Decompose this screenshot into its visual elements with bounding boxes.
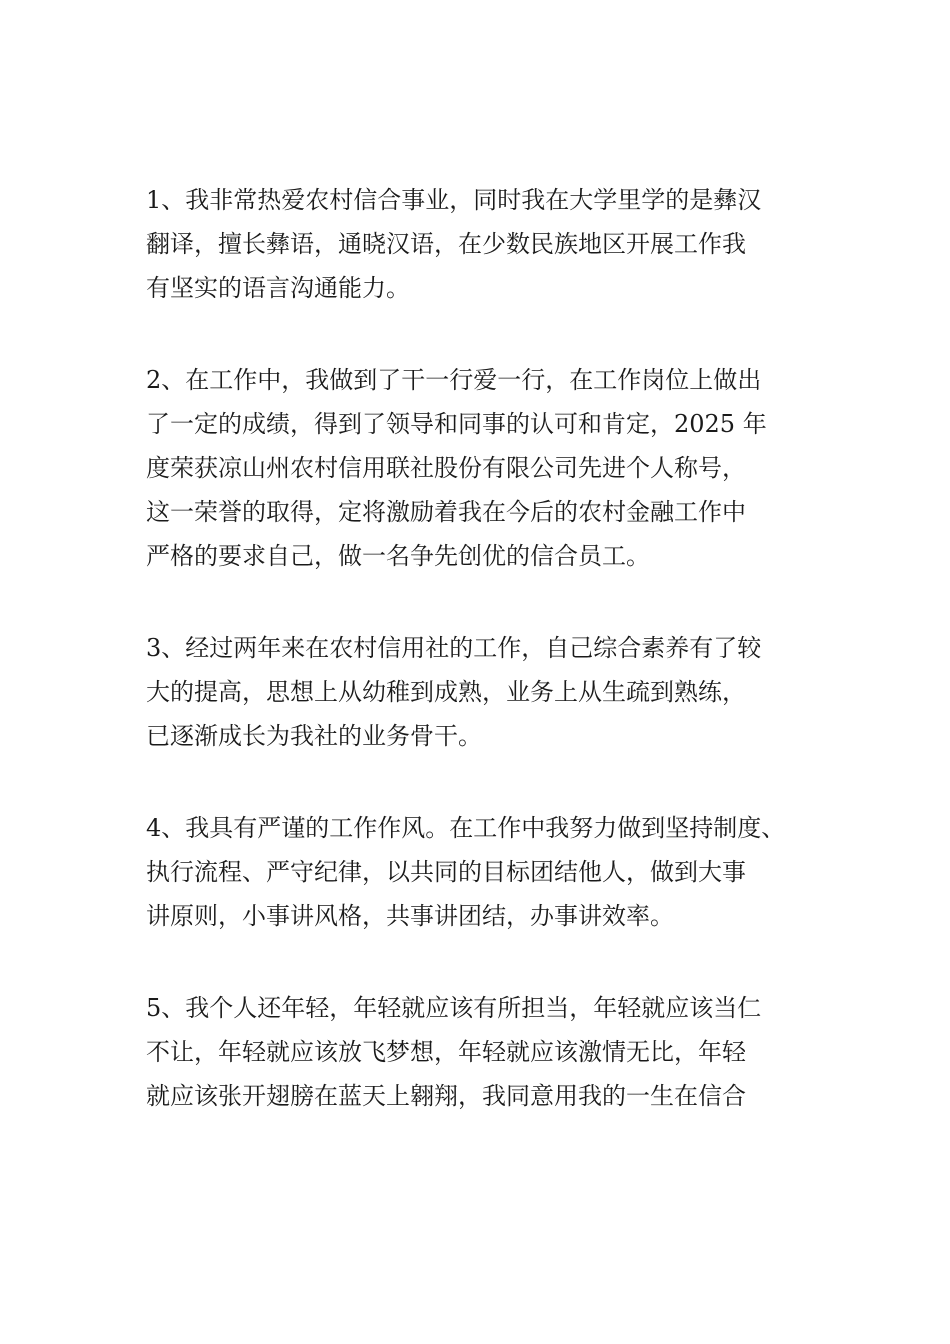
paragraph-line: 了一定的成绩，得到了领导和同事的认可和肯定，2025 年: [146, 410, 767, 438]
paragraph-line: 度荣获凉山州农村信用联社股份有限公司先进个人称号，: [146, 454, 746, 482]
paragraph-line: 5、我个人还年轻，年轻就应该有所担当，年轻就应该当仁: [146, 994, 762, 1022]
paragraph-line: 就应该张开翅膀在蓝天上翱翔，我同意用我的一生在信合: [146, 1082, 746, 1110]
paragraph-line: 讲原则，小事讲风格，共事讲团结，办事讲效率。: [146, 902, 674, 930]
paragraph-2: [146, 358, 826, 578]
paragraph-line: 已逐渐成长为我社的业务骨干。: [146, 722, 482, 750]
paragraph-line: 不让，年轻就应该放飞梦想，年轻就应该激情无比，年轻: [146, 1038, 746, 1066]
paragraph-line: 执行流程、严守纪律，以共同的目标团结他人，做到大事: [146, 858, 746, 886]
paragraph-line: 3、经过两年来在农村信用社的工作，自己综合素养有了较: [146, 634, 762, 662]
paragraph-5: [146, 986, 826, 1118]
paragraph-line: 翻译，擅长彝语，通晓汉语，在少数民族地区开展工作我: [146, 230, 746, 258]
paragraph-1: [146, 178, 826, 310]
document-body: [146, 178, 826, 1166]
paragraph-line: 这一荣誉的取得，定将激励着我在今后的农村金融工作中: [146, 498, 746, 526]
paragraph-3: [146, 626, 826, 758]
paragraph-line: 2、在工作中，我做到了干一行爱一行，在工作岗位上做出: [146, 366, 762, 394]
paragraph-line: 严格的要求自己，做一名争先创优的信合员工。: [146, 542, 650, 570]
paragraph-line: 4、我具有严谨的工作作风。在工作中我努力做到坚持制度、: [146, 814, 786, 842]
paragraph-line: 有坚实的语言沟通能力。: [146, 274, 410, 302]
paragraph-line: 大的提高，思想上从幼稚到成熟，业务上从生疏到熟练，: [146, 678, 746, 706]
paragraph-line: 1、我非常热爱农村信合事业，同时我在大学里学的是彝汉: [146, 186, 762, 214]
paragraph-4: [146, 806, 826, 938]
